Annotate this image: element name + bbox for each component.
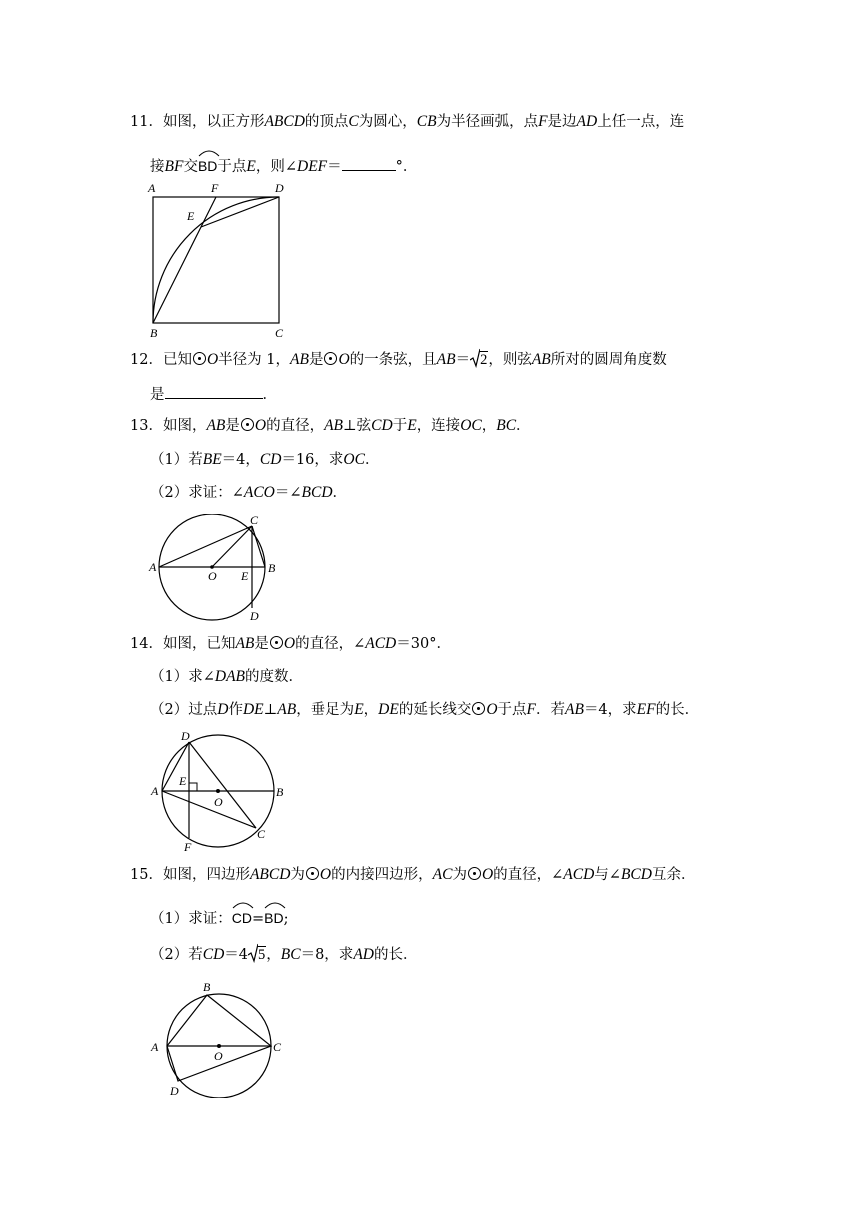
label-a: A <box>148 181 156 195</box>
q11-line2: 接BF交 BD于点E，则∠DEF＝ °． <box>150 156 417 177</box>
answer-blank[interactable] <box>342 156 396 171</box>
label-a: A <box>151 784 159 798</box>
label-o: O <box>208 569 217 583</box>
label-c: C <box>250 514 259 527</box>
sqrt-symbol: 2 <box>470 350 488 370</box>
q14-part1: （1）求∠DAB的度数． <box>150 668 304 685</box>
label-b: B <box>268 561 276 575</box>
q13-line1: 13．如图，AB是 O的直径，AB⊥弦CD于E，连接OC，BC． <box>130 417 531 434</box>
sqrt-symbol: 5 <box>248 945 266 965</box>
q11-line1: 11．如图，以正方形ABCD的顶点C为圆心，CB为半径画弧，点F是边AD上任一点，连 <box>130 113 685 130</box>
label-d: D <box>170 1084 179 1098</box>
label-a: A <box>151 1040 159 1054</box>
q14-figure <box>146 726 296 856</box>
q15-line1: 15．如图，四边形ABCD为 O的内接四边形，AC为 O的直径，∠ACD与∠BCD互余． <box>130 866 696 883</box>
label-c: C <box>275 326 284 340</box>
q12-line1: 12．已知 O半径为 1，AB是 O的一条弦，且AB＝ 2，则弦AB所对的圆周角度数 <box>130 351 667 368</box>
label-b: B <box>276 785 284 799</box>
label-f: F <box>184 840 192 854</box>
circle-symbol <box>193 352 206 365</box>
label-f: F <box>211 181 219 195</box>
q14-line1: 14．如图，已知AB是 O的直径，∠ACD＝30°． <box>130 635 451 652</box>
arc-bd: BD <box>264 908 283 928</box>
circle-symbol <box>324 352 337 365</box>
q13-part1: （1）若BE＝4，CD＝16，求OC． <box>150 451 380 468</box>
circle-symbol <box>468 867 481 880</box>
label-d: D <box>275 181 284 195</box>
label-a: A <box>149 560 157 574</box>
q13-number: 13． <box>130 418 163 434</box>
q15-figure <box>146 978 296 1098</box>
q11-figure <box>140 178 300 342</box>
label-e: E <box>241 569 249 583</box>
circle-symbol <box>306 867 319 880</box>
circle-symbol <box>472 702 485 715</box>
q12-line2: 是 ． <box>150 384 277 405</box>
circle-symbol <box>270 636 283 649</box>
answer-blank[interactable] <box>165 384 263 399</box>
arc-bd: BD <box>198 156 217 176</box>
label-o: O <box>214 795 223 809</box>
label-d: D <box>250 609 259 623</box>
q11-number: 11． <box>130 114 163 130</box>
label-d: D <box>181 729 190 743</box>
label-c: C <box>273 1040 282 1054</box>
circle-symbol <box>241 418 254 431</box>
q14-number: 14． <box>130 636 163 652</box>
label-o: O <box>214 1049 223 1063</box>
arc-cd: CD <box>232 908 252 928</box>
label-b: B <box>150 326 158 340</box>
label-b: B <box>203 980 211 994</box>
q13-part2: （2）求证：∠ACO＝∠BCD． <box>150 484 348 501</box>
q15-part1: （1）求证： CD= BD; <box>150 908 288 929</box>
label-c: C <box>257 827 266 841</box>
label-e: E <box>187 209 195 223</box>
q12-number: 12． <box>130 352 163 368</box>
q13-figure <box>146 514 286 624</box>
q15-number: 15． <box>130 867 163 883</box>
q14-part2: （2）过点D作DE⊥AB，垂足为E，DE的延长线交 O于点F．若AB＝4，求EF的长． <box>150 701 700 718</box>
q15-part2: （2）若CD＝4 5，BC＝8，求AD的长． <box>150 946 418 963</box>
label-e: E <box>179 774 187 788</box>
